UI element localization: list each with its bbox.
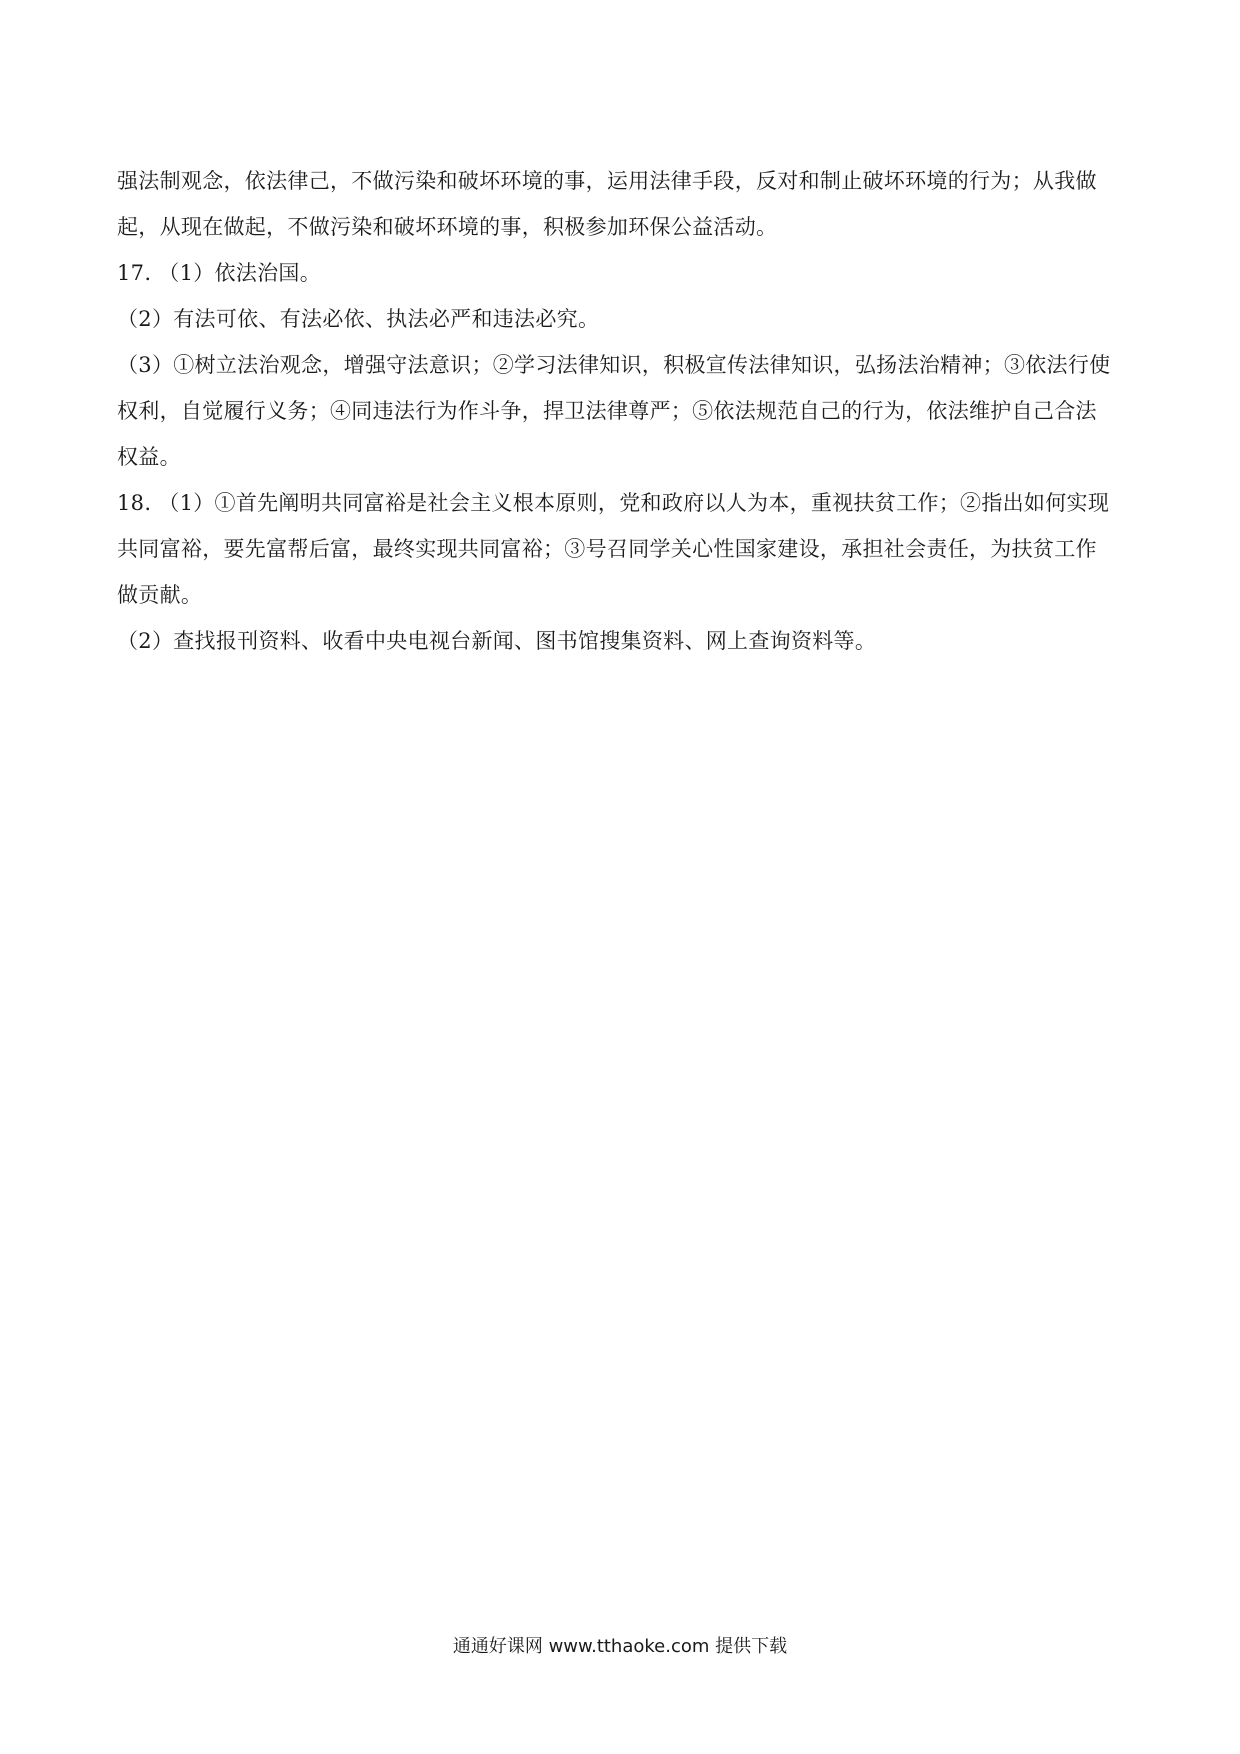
question-18-answer-2: （2）查找报刊资料、收看中央电视台新闻、图书馆搜集资料、网上查询资料等。 bbox=[117, 629, 877, 653]
text-line: 起，从现在做起，不做污染和破坏环境的事，积极参加环保公益活动。 bbox=[117, 215, 778, 239]
question-17-answer-2: （2）有法可依、有法必依、执法必严和违法必究。 bbox=[117, 307, 600, 331]
text-line: 权利，自觉履行义务；④同违法行为作斗争，捍卫法律尊严；⑤依法规范自己的行为，依法维护自己合法 bbox=[117, 399, 1097, 423]
answer-text bbox=[117, 158, 1137, 664]
question-17-answer-1: 17. （1）依法治国。 bbox=[117, 261, 322, 285]
text-line: 强法制观念，依法律己，不做污染和破坏环境的事，运用法律手段，反对和制止破坏环境的行为；从我做 bbox=[117, 169, 1097, 193]
text-line: 共同富裕，要先富帮后富，最终实现共同富裕；③号召同学关心性国家建设，承担社会责任，为扶贫工作 bbox=[117, 537, 1097, 561]
question-17-answer-3: （3）①树立法治观念，增强守法意识；②学习法律知识，积极宣传法律知识，弘扬法治精神；③依法行使 bbox=[117, 353, 1111, 377]
question-18-answer-1: 18. （1）①首先阐明共同富裕是社会主义根本原则，党和政府以人为本，重视扶贫工作；②指出如何实现 bbox=[117, 491, 1110, 515]
text-line: 做贡献。 bbox=[117, 583, 203, 607]
page-footer: 通通好课网 www.tthaoke.com 提供下载 bbox=[452, 1636, 788, 1657]
text-line: 权益。 bbox=[117, 445, 181, 469]
